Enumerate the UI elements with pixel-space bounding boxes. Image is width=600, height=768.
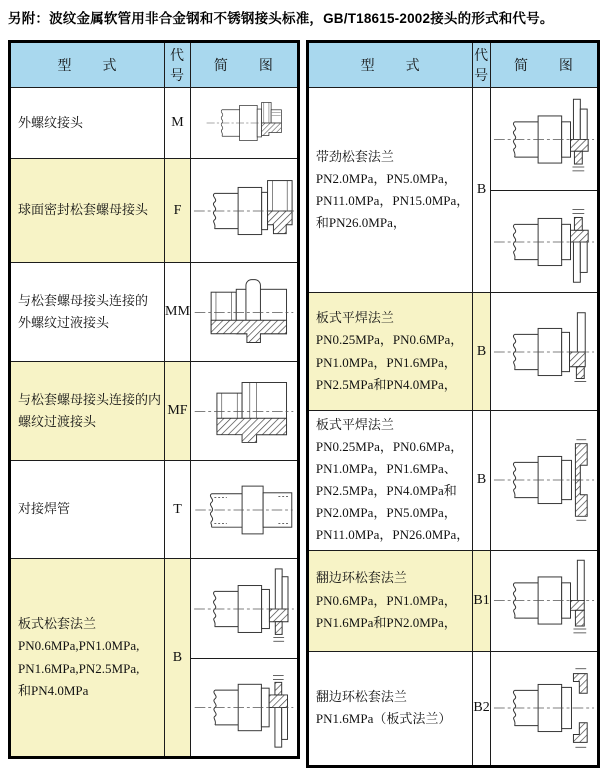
type-cell [307, 651, 472, 766]
header-diagram: 简 图 [490, 42, 598, 88]
type-line: 螺纹过渡接头 [18, 414, 97, 429]
diagram-plate-weld-flange [491, 304, 597, 400]
code-cell: M [165, 88, 191, 159]
header-diagram: 简 图 [190, 42, 298, 88]
type-line: 板式平焊法兰 [315, 417, 394, 432]
code-cell: B2 [473, 651, 491, 766]
diagram-male-thread-joint [191, 90, 297, 156]
table-row [307, 550, 598, 651]
diagram-plate-weld-flange-sym [491, 432, 597, 528]
diagram-sphere-seal-loose-nut-joint [191, 165, 297, 257]
diagram-butt-weld-pipe [191, 467, 297, 553]
type-line: PN2.5MPa和PN4.0MPa， [315, 376, 457, 392]
type-line: 板式松套法兰 [18, 616, 97, 632]
header-row [10, 42, 299, 88]
type-line: PN2.0MPa，PN5.0MPa， [315, 505, 457, 521]
table-row [10, 88, 299, 159]
type-line: PN1.6MPa,PN2.5MPa, [18, 660, 140, 676]
diagram-cell [490, 411, 598, 551]
type-line: 外螺纹接头 [18, 114, 84, 130]
diagram-cell [190, 88, 298, 159]
diagram-plate-loose-flange-down [191, 664, 297, 751]
type-line: 和PN4.0MPa [18, 682, 89, 698]
diagram-cell [190, 461, 298, 559]
type-cell [10, 88, 165, 159]
code-cell: F [165, 159, 191, 263]
header-type: 型 式 [307, 42, 472, 88]
type-cell [10, 263, 165, 362]
type-line: PN1.0MPa，PN1.6MPa、 [315, 461, 457, 477]
type-line: 和PN26.0MPa， [315, 215, 406, 231]
type-line: 板式平焊法兰 [315, 310, 394, 326]
type-line: 与松套螺母接头连接的 [18, 292, 149, 308]
code-cell: B [473, 88, 491, 293]
diagram-cell [490, 550, 598, 651]
table-row [307, 293, 598, 411]
table-row [307, 88, 598, 191]
table-row [307, 411, 598, 551]
diagram-lapped-ring-loose-flange [491, 556, 597, 645]
diagram-lapped-ring-loose-flange-b2 [491, 660, 597, 756]
header-code: 代号 [165, 42, 191, 88]
diagram-cell [490, 651, 598, 766]
type-line: PN0.6MPa,PN1.0MPa, [18, 638, 140, 654]
diagram-male-thread-adapter [191, 269, 297, 356]
type-line: PN2.5MPa，PN4.0MPa和 [315, 483, 457, 499]
type-cell [307, 550, 472, 651]
diagram-neck-loose-flange-up [491, 94, 597, 185]
type-line: 外螺纹过液接头 [18, 315, 110, 330]
diagram-female-thread-adapter [191, 368, 297, 455]
diagram-cell [190, 263, 298, 362]
type-cell [307, 411, 472, 551]
type-cell [10, 362, 165, 461]
type-line: PN11.0MPa，PN15.0MPa， [315, 193, 470, 208]
diagram-plate-loose-flange-up [191, 565, 297, 653]
type-line: PN11.0MPa，PN26.0MPa， [315, 527, 470, 543]
type-line: PN0.6MPa，PN1.0MPa， [315, 592, 457, 608]
code-cell: B [473, 411, 491, 551]
code-cell: MM [165, 263, 191, 362]
table-row [10, 559, 299, 659]
diagram-neck-loose-flange-down [491, 197, 597, 287]
code-cell: B [473, 293, 491, 411]
code-cell: MF [165, 362, 191, 461]
diagram-cell [490, 88, 598, 191]
right-table [306, 40, 600, 768]
diagram-cell [190, 362, 298, 461]
type-line: 对接焊管 [18, 501, 71, 517]
type-line: 翻边环松套法兰 [315, 688, 407, 704]
table-row [10, 461, 299, 559]
page-title: 另附：波纹金属软管用非合金钢和不锈钢接头标准，GB/T18615-2002接头的形式和代号。 [8, 11, 554, 26]
type-cell [10, 461, 165, 559]
tables-row [8, 40, 600, 768]
type-cell [10, 559, 165, 758]
table-row [10, 159, 299, 263]
type-line: 球面密封松套螺母接头 [18, 202, 149, 218]
type-cell [307, 293, 472, 411]
header-code: 代号 [473, 42, 491, 88]
diagram-cell [190, 659, 298, 758]
type-line: PN1.6MPa（板式法兰） [315, 711, 452, 727]
type-line: PN2.0MPa，PN5.0MPa， [315, 170, 457, 186]
type-line: 翻边环松套法兰 [315, 570, 407, 586]
header-row [307, 42, 598, 88]
type-line: PN1.0MPa，PN1.6MPa， [315, 354, 457, 370]
type-line: 带劲松套法兰 [315, 148, 394, 164]
type-line: PN0.25MPa，PN0.6MPa， [315, 439, 464, 455]
header-type: 型 式 [10, 42, 165, 88]
diagram-cell [490, 191, 598, 293]
type-cell [10, 159, 165, 263]
code-cell: T [165, 461, 191, 559]
type-cell [307, 88, 472, 293]
diagram-cell [190, 159, 298, 263]
type-line: 与松套螺母接头连接的内 [18, 391, 162, 407]
type-line: PN0.25MPa，PN0.6MPa， [315, 332, 464, 348]
table-row [307, 651, 598, 766]
table-row [10, 362, 299, 461]
table-row [10, 263, 299, 362]
code-cell: B1 [473, 550, 491, 651]
diagram-cell [190, 559, 298, 659]
left-table [8, 40, 300, 759]
code-cell: B [165, 559, 191, 758]
type-line: PN1.6MPa和PN2.0MPa， [315, 614, 457, 630]
diagram-cell [490, 293, 598, 411]
